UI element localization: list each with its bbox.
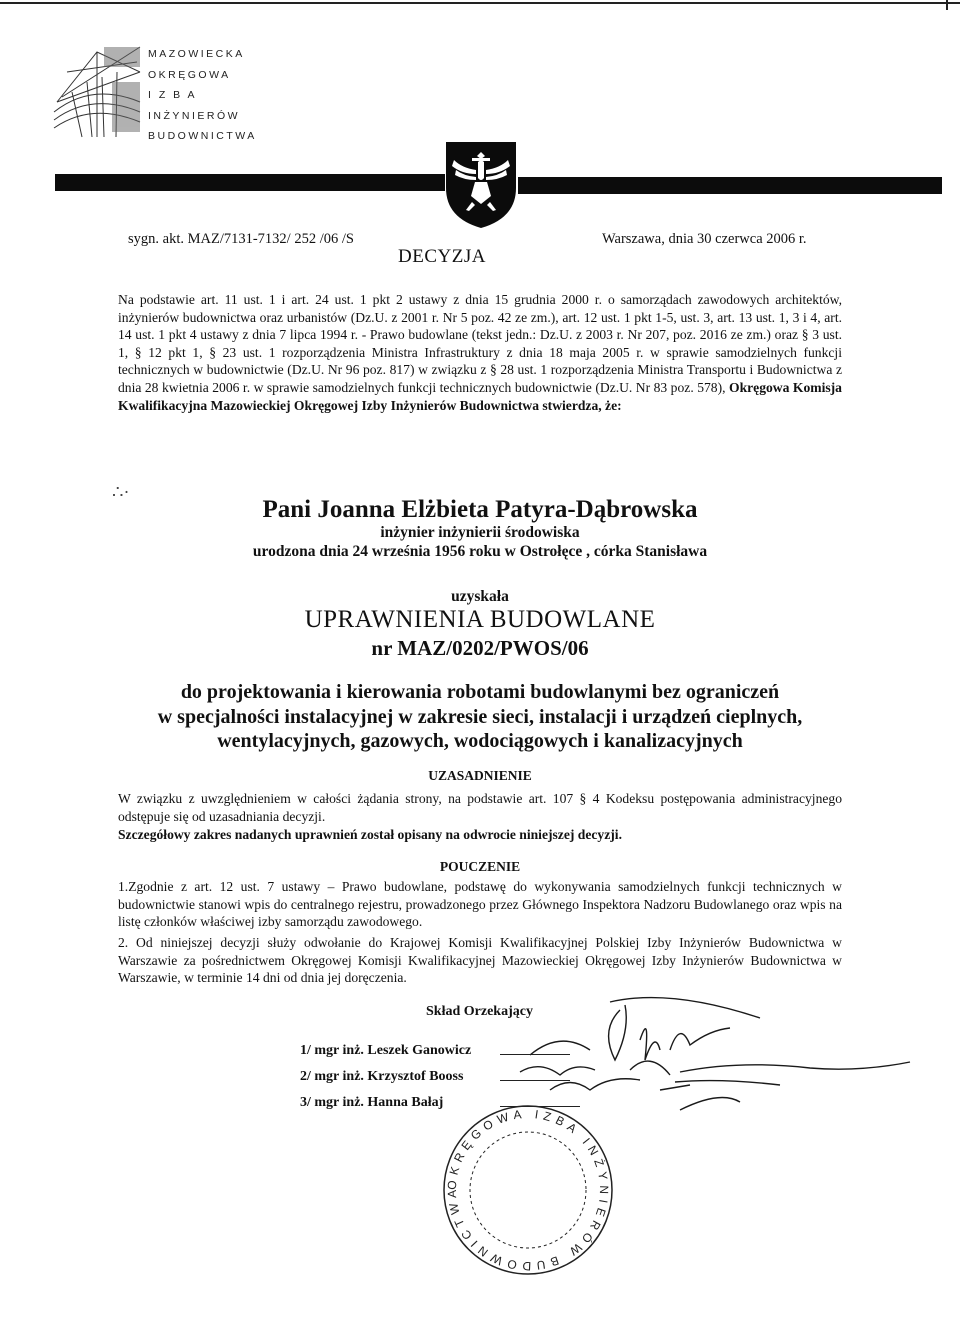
org-name-line: OKRĘGOWA xyxy=(148,68,231,81)
person-birth: urodzona dnia 24 września 1956 roku w Ostrołęce , córka Stanisława xyxy=(252,543,708,560)
panel-member: 1/ mgr inż. Leszek Ganowicz xyxy=(300,1043,472,1058)
top-border-tick xyxy=(946,0,948,10)
org-name-line: MAZOWIECKA xyxy=(148,48,245,60)
justification-bold: Szczegółowy zakres nadanych uprawnień został opisany na odwrocie niniejszej decyzji. xyxy=(118,827,622,842)
rights-number: nr MAZ/0202/PWOS/06 xyxy=(371,636,589,660)
chamber-logo-icon xyxy=(52,42,142,142)
justification-heading: UZASADNIENIE xyxy=(428,768,532,783)
rights-scope xyxy=(0,680,960,754)
eagle-emblem-icon xyxy=(442,138,520,230)
panel-heading: Skład Orzekający xyxy=(426,1004,533,1019)
header-bar-left xyxy=(55,174,445,191)
scope-line: do projektowania i kierowania robotami budowlanymi bez ograniczeń xyxy=(180,681,780,703)
panel-member: 2/ mgr inż. Krzysztof Booss xyxy=(300,1069,464,1084)
stamp-text: OKRĘGOWA IZBA INŻYNIERÓW BUDOWNICTWA xyxy=(444,1106,612,1274)
legal-basis xyxy=(118,291,842,414)
person-name: Pani Joanna Elżbieta Patyra-Dąbrowska xyxy=(262,496,698,523)
obtained-label: uzyskała xyxy=(451,588,509,605)
official-stamp xyxy=(438,1100,618,1280)
justification-text: W związku z uwzględnieniem w całości żądania strony, na podstawie art. 107 § 4 Kodeksu postępowania administracyjnego odstępuje się od uzasadniania decyzji. xyxy=(118,791,842,824)
scope-line: w specjalności instalacyjnej w zakresie sieci, instalacji i urządzeń cieplnych, xyxy=(157,705,803,728)
margin-mark: ∴· xyxy=(112,482,130,502)
document-title: DECYZJA xyxy=(398,246,486,267)
instruction-item-2: 2. Od niniejszej decyzji służy odwołanie do Krajowej Komisji Kwalifikacyjnej Polskiej Izby Inżynierów Budownictwa w Warszawie za pośrednictwem Okręgowej Komisji Kwalifikacyjnej Mazowieckiej Okręgowej Izby Inżynierów Budownictwa w Warszawie, w terminie 14 dni od dnia jej doręczenia. xyxy=(118,935,842,985)
instruction-heading: POUCZENIE xyxy=(439,859,521,874)
legal-conclusion: Okręgowa Komisja Kwalifikacyjna Mazowieckiej Okręgowej Izby Inżynierów Budownictwa stwierdza, że: xyxy=(118,379,842,413)
person-title: inżynier inżynierii środowiska xyxy=(380,524,580,541)
case-reference: sygn. akt. MAZ/7131-7132/ 252 /06 /S xyxy=(128,231,354,247)
scope-line: wentylacyjnych, gazowych, wodociągowych i kanalizacyjnych xyxy=(217,730,743,752)
instruction-item-1: 1.Zgodnie z art. 12 ust. 7 ustawy – Prawo budowlane, podstawę do wykonywania samodzielnych funkcji technicznych w budownictwie stanowi wpis do centralnego rejestru, prowadzonego przez Głównego Inspektora Nadzoru Budowlanego oraz wpis na listę członków właściwej izby samorządu zawodowego. xyxy=(118,879,842,929)
org-name-line: BUDOWNICTWA xyxy=(148,130,257,142)
header-bar-right xyxy=(518,177,942,194)
org-name-line: I Z B A xyxy=(148,89,198,101)
panel-member: 3/ mgr inż. Hanna Bałaj xyxy=(300,1095,444,1110)
org-name xyxy=(148,44,257,147)
rights-title: UPRAWNIENIA BUDOWLANE xyxy=(304,606,656,633)
legal-basis-text: Na podstawie art. 11 ust. 1 i art. 24 ust. 1 pkt 2 ustawy z dnia 15 grudnia 2000 r. o samorządach zawodowych architektów, inżynierów budownictwa oraz urbanistów (Dz.U. z 2001 r. Nr 5 poz. 42 ze zm.), art. 12 ust. 1 pkt 1-5, ust. 3, art. 13 ust. 1, 3 i 4, art. 14 ust. 1 pkt 4 ustawy z dnia 7 lipca 1994 r. - Prawo budowlane (tekst jedn.: Dz.U. z 2003 r. Nr 207, poz. 2016 ze zm.) oraz § 3 ust. 1, § 12 pkt 1, § 23 ust. 1 rozporządzenia Ministra Infrastruktury z dnia 18 maja 2005 r. w sprawie samodzielnych funkcji technicznych w budownictwie (Dz.U. Nr 96 poz. 817) w związku z § 28 ust. 1 rozporządzenia Ministra Transportu i Budownictwa z dnia 28 kwietnia 2006 r. w sprawie samodzielnych funkcji technicznych budownictwie (Dz.U. Nr 83 poz. 578), xyxy=(118,292,842,395)
org-name-line: INŻYNIERÓW xyxy=(148,109,241,122)
place-date: Warszawa, dnia 30 czerwca 2006 r. xyxy=(602,231,807,247)
top-border-line xyxy=(0,2,960,4)
